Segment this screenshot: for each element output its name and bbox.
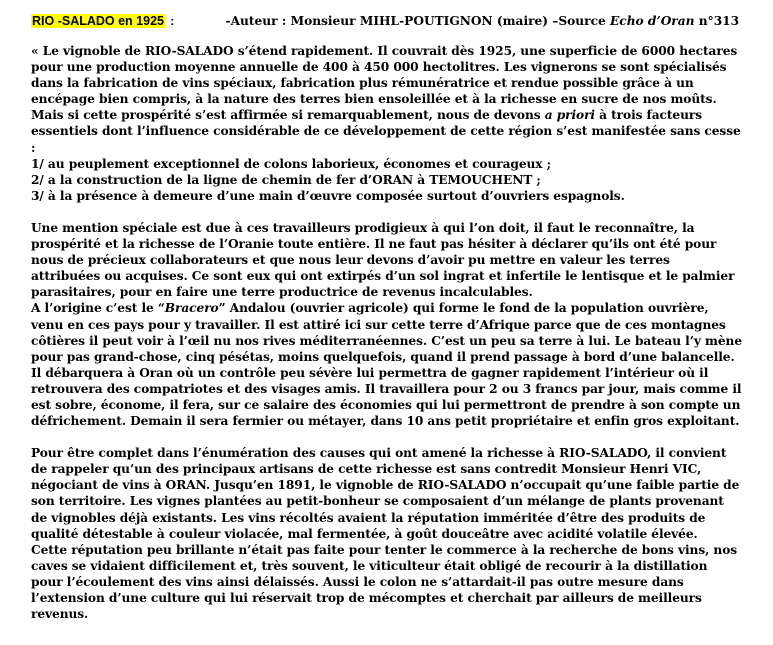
author-text: -Auteur : Monsieur MIHL-POUTIGNON (maire) –Source [225, 14, 610, 28]
paragraph-prosperite [31, 107, 743, 155]
italic-bracero: Bracero [164, 301, 219, 316]
paragraph-gap [31, 204, 743, 220]
paragraph-prosperite-start: Mais si cette prospérité s’est affirmée si remarquablement, nous de devons [31, 108, 545, 123]
italic-a-priori: a priori [544, 108, 595, 123]
paragraph-reputation: Cette réputation peu brillante n’était pas faite pour tenter le commerce à la recherche de bons vins, nos caves se vidaient difficilement et, très souvent, le viticulteur était obligé de recourir à la distillation pour l’écoulement des vins ainsi délaissés. Aussi le colon ne s’attardait-il pas outre mesure dans l’extension d’une culture qui lui réservait trop de mécomptes et cherchait par ailleurs de meilleurs revenus. [31, 542, 738, 622]
list-item-factor-1: 1/ au peuplement exceptionnel de colons laborieux, économes et courageux ; [31, 156, 552, 171]
document-title: RIO -SALADO en 1925 [32, 14, 164, 28]
title-colon: : [170, 14, 175, 28]
paragraph-henri-vic: Pour être complet dans l’énumération des causes qui ont amené la richesse à RIO-SALADO, il convient de rappeler qu’un des principaux artisans de cette richesse est sans contredit Monsieur Henri VIC, négociant de vins à ORAN. Jusqu’en 1891, le vignoble de RIO-SALADO n’occupait qu’une faible partie de son territoire. Les vignes plantées au petit-bonheur se composaient d’un mélange de plants provenant de vignobles déjà existants. Les vins récoltés avaient la réputation imméritée d’être des produits de qualité détestable à couleur violacée, mal fermentée, à goût douceâtre avec acidité volatile élevée. [31, 446, 740, 541]
paragraph-bracero-start: A l’origine c’est le “ [31, 301, 165, 316]
paragraph-gap [31, 429, 743, 445]
author-source-line [226, 14, 740, 28]
paragraph-prosperite-end: à trois facteurs essentiels dont l’influence considérable de ce développement de cette région s’est manifestée sans cesse : [31, 108, 741, 155]
list-item-factor-2: 2/ a la construction de la ligne de chemin de fer d’ORAN à TEMOUCHENT ; [31, 172, 541, 187]
paragraph-vignoble: « Le vignoble de RIO-SALADO s’étend rapidement. Il couvrait dès 1925, une superficie de 6000 hectares pour une production moyenne annuelle de 400 à 450 000 hectolitres. Les vignerons se sont spécialisés dans la fabrication de vins spéciaux, fabrication plus rémunératrice et rendue possible grâce à un encépage bien compris, à la nature des terres bien ensoleillée et à la richesse en sucre de nos moûts. [31, 44, 738, 107]
paragraph-bracero-end: ” Andalou (ouvrier agricole) qui forme le fond de la population ouvrière, venu en ces pays pour y travailler. Il est attiré ici sur cette terre d’Afrique parce que de ces montagnes côtières il peut voir à l’œil nu nos rives méditerranéennes. C’est un peu sa terre à lui. Le bateau l’y mène pour pas grand-chose, cinq pésétas, moins quelquefois, quand il prend passage à bord d’une balancelle. Il débarquera à Oran où un contrôle peu sévère lui permettra de gagner rapidement l’intérieur où il retrouvera des compatriotes et des visages amis. Il travaillera pour 2 ou 3 francs par jour, mais comme il est sobre, économe, il fera, sur ce salaire des économies qui lui permettront de prendre à son compte un défrichement. Demain il sera fermier ou métayer, dans 10 ans petit propriétaire et enfin gros exploitant. [31, 301, 743, 429]
document-page [31, 14, 743, 622]
source-name: Echo d’Oran [609, 14, 695, 28]
list-item-factor-3: 3/ à la présence à demeure d’une main d’œuvre composée surtout d’ouvriers espagnols. [31, 188, 625, 203]
paragraph-travailleurs: Une mention spéciale est due à ces travailleurs prodigieux à qui l’on doit, il faut le reconnaître, la prospérité et la richesse de l’Oranie toute entière. Il ne faut pas hésiter à déclarer qu’ils ont été pour nous de précieux collaborateurs et que nous leur devons d’avoir pu mettre en valeur les terres attribuées ou acquises. Ce sont eux qui ont extirpés d’un sol ingrat et infertile le lentisque et le palmier parasitaires, pour en faire une terre productrice de revenus incalculables. [31, 220, 735, 300]
paragraph-bracero [31, 300, 743, 429]
document-header [31, 14, 743, 29]
source-number: n°313 [694, 14, 740, 28]
